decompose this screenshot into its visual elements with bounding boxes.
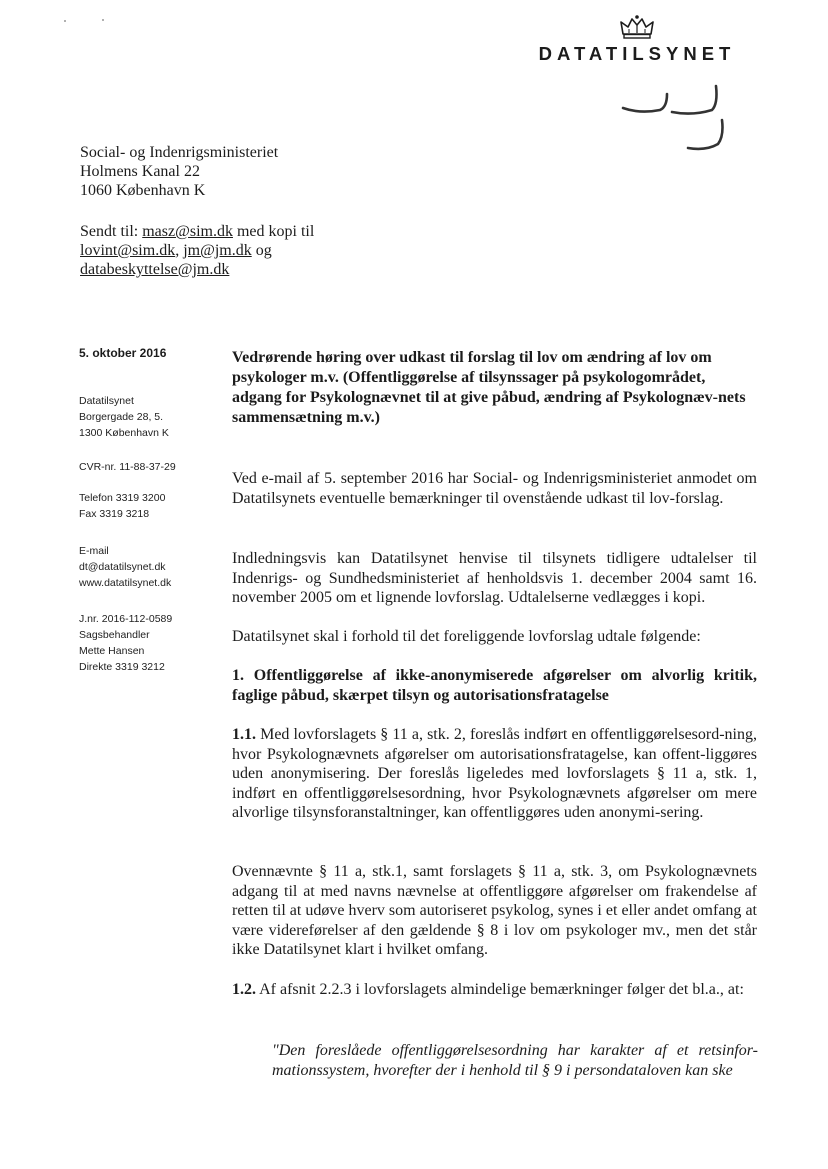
body-paragraph (232, 980, 757, 1000)
paragraph-text: Med lovforslagets § 11 a, stk. 2, foreslås indført en offentliggørelsesord-ning, hvor Psykolognævnets afgørelser om autorisationsfratagelse, kan offent-liggøres uden anonymisering. Der foreslås ligeledes med lovforslagets § 11 a, stk. 1, indført en offentliggørelsesordning, hvor Psykolognævnets afgørelser om mere alvorlige tilsynsforanstaltninger, kan offentliggøres uden anonymi-sering. (232, 726, 757, 821)
case-number: J.nr. 2016-112-0589 (79, 613, 173, 625)
email-link[interactable]: databeskyttelse@jm.dk (80, 261, 230, 278)
body-paragraph: Indledningsvis kan Datatilsynet henvise til tilsynets tidligere udtalelser til Indenrigs- og Sundhedsministeriet af henholdsvis 1. december 2004 samt 16. november 2005 om et lignende lovforslag. Udtalelserne vedlægges i kopi. (232, 550, 757, 606)
sender-street: Borgergade 28, 5. (79, 411, 164, 423)
email-link[interactable]: lovint@sim.dk (80, 242, 176, 259)
sender-cvr: CVR-nr. 11-88-37-29 (79, 461, 176, 473)
recipient-address (80, 143, 278, 200)
paragraph-number: 1.1. (232, 726, 256, 743)
subject-heading: Vedrørende høring over udkast til forslag til lov om ændring af lov om psykologer m.v. (Offentliggørelse af tilsynssager på psykologområdet, adgang for Psykolognævnet til at give påbud, ændring af Psykolognæv-nets sammensætning m.v.) (232, 349, 746, 426)
email-link[interactable]: jm@jm.dk (183, 242, 252, 259)
sender-city: 1300 København K (79, 427, 169, 439)
sender-email-label: E-mail (79, 545, 109, 557)
paragraph-text: Af afsnit 2.2.3 i lovforslagets almindelige bemærkninger følger det bl.a., at: (256, 981, 744, 998)
sender-fax: Fax 3319 3218 (79, 508, 150, 520)
sent-to (80, 222, 380, 279)
body-paragraph: Ovennævnte § 11 a, stk.1, samt forslagets § 11 a, stk. 3, om Psykolognævnets adgang til at med navns nævnelse at offentliggøre afgørelser om frakendelse af retten til at udøve hverv som autoriseret psykolog, synes i et eller andet omfang at være videreførelser af den gældende § 8 i lov om psykologer mv., men det står ikke Datatilsynet klart i hvilket omfang. (232, 863, 757, 958)
paragraph-number: 1.2. (232, 981, 256, 998)
brand-name: DATATILSYNET (538, 43, 736, 64)
sent-text: med kopi til (232, 223, 315, 240)
sender-phone: Telefon 3319 3200 (79, 492, 166, 504)
recipient-line: Holmens Kanal 22 (80, 163, 200, 180)
sender-name: Datatilsynet (79, 395, 134, 407)
scan-speck (64, 20, 66, 22)
letter-date: 5. oktober 2016 (79, 346, 167, 360)
handwritten-mark (620, 76, 730, 156)
body-paragraph: Datatilsynet skal i forhold til det foreliggende lovforslag udtale følgende: (232, 628, 701, 645)
block-quote: "Den foreslåede offentliggørelsesordning har karakter af et retsinfor-mationssystem, hvorefter der i henhold til § 9 i persondataloven kan ske (272, 1042, 758, 1079)
direct-phone: Direkte 3319 3212 (79, 661, 165, 673)
letterhead-logo (522, 14, 752, 65)
body-paragraph: Ved e-mail af 5. september 2016 har Social- og Indenrigsministeriet anmodet om Datatilsynets eventuelle bemærkninger til ovenstående udkast til lov-forslag. (232, 470, 757, 507)
scan-speck (102, 19, 104, 21)
body-paragraph (232, 725, 757, 823)
sent-text: , (175, 242, 184, 259)
sender-web[interactable]: www.datatilsynet.dk (79, 577, 172, 589)
recipient-line: Social- og Indenrigsministeriet (80, 144, 279, 161)
sent-text: og (251, 242, 272, 259)
sent-prefix: Sendt til: (80, 223, 143, 240)
sender-contact-block (79, 543, 171, 591)
case-info-block (79, 611, 172, 675)
recipient-line: 1060 København K (80, 182, 206, 199)
sender-email[interactable]: dt@datatilsynet.dk (79, 561, 166, 573)
handler-name: Mette Hansen (79, 645, 145, 657)
handler-label: Sagsbehandler (79, 629, 150, 641)
crown-icon (617, 14, 657, 40)
sender-address (79, 393, 169, 441)
email-link[interactable]: masz@sim.dk (142, 223, 233, 240)
sender-phone-block (79, 490, 165, 522)
section-heading: 1. Offentliggørelse af ikke-anonymiserede afgørelser om alvorlig kritik, faglige påbud, skærpet tilsyn og autorisationsfratagelse (232, 667, 757, 704)
